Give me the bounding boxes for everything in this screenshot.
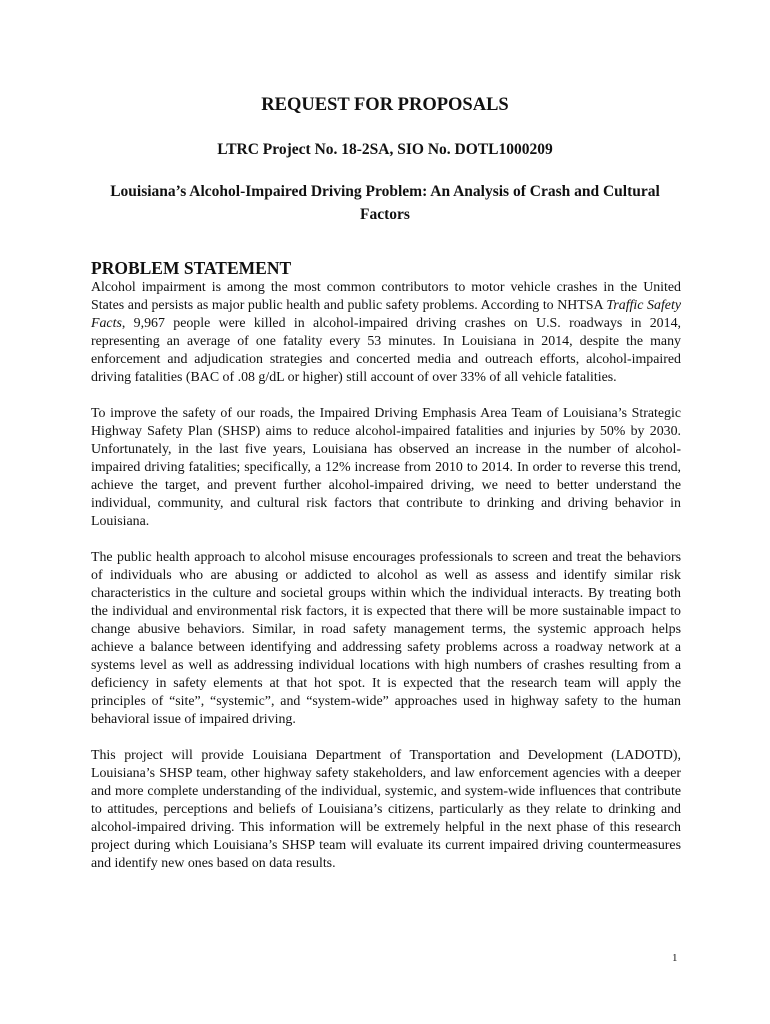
paragraph-1-lead: Alcohol impairment is among the most common contributors to motor vehicle crashes in the United States and persists as major public health and public safety problems. According to NHTSA [91, 280, 681, 313]
section-body [91, 279, 681, 891]
page-title: REQUEST FOR PROPOSALS [261, 95, 509, 115]
paragraph-4: This project will provide Louisiana Department of Transportation and Development (LADOTD), Louisiana’s SHSP team, other highway safety stakeholders, and law enforcement agencies with a deeper and more complete understanding of the individual, systemic, and system-wide influences that contribute to attitudes, perceptions and beliefs of Louisiana’s citizens, particularly as they relate to drinking and alcohol-impaired driving. This information will be extremely helpful in the next phase of this research project during which Louisiana’s SHSP team will evaluate its current impaired driving countermeasures and identify new ones based on data results. [91, 748, 681, 871]
paragraph-1-rest: , 9,967 people were killed in alcohol-impaired driving crashes on U.S. roadways in 2014, representing an average of one fatality every 53 minutes. In Louisiana in 2014, despite the many enforcement and adjudication strategies and concerted media and outreach efforts, alcohol-impaired driving fatalities (BAC of .08 g/dL or higher) still account of over 33% of all vehicle fatalities. [91, 316, 681, 385]
paragraph-3: The public health approach to alcohol misuse encourages professionals to screen and treat the behaviors of individuals who are abusing or addicted to alcohol as well as assess and identify similar risk characteristics in the culture and societal groups within which the individual interacts. By treating both the individual and environmental risk factors, it is expected that there will be more sustainable impact to change abusive behaviors. Similar, in road safety management terms, the systemic approach helps achieve a balance between identifying and addressing safety problems across a roadway network at a systems level as well as addressing individual locations with high numbers of crashes resulting from a deficiency in safety elements at that hot spot. It is expected that the research team will apply the principles of “site”, “systemic”, and “system-wide” approaches used in highway safety to the human behavioral issue of impaired driving. [91, 550, 681, 727]
publication-title: Traffic Safety Facts [91, 298, 681, 331]
document-title: Louisiana’s Alcohol-Impaired Driving Problem: An Analysis of Crash and Cultural Factors [110, 183, 660, 223]
page-number: 1 [672, 952, 678, 964]
paragraph-1 [91, 279, 681, 387]
project-number: LTRC Project No. 18-2SA, SIO No. DOTL1000209 [217, 141, 553, 158]
paragraph-2: To improve the safety of our roads, the Impaired Driving Emphasis Area Team of Louisiana’s Strategic Highway Safety Plan (SHSP) aims to reduce alcohol-impaired fatalities and injuries by 50% by 2030. Unfortunately, in the last five years, Louisiana has observed an increase in the number of alcohol-impaired driving fatalities; specifically, a 12% increase from 2010 to 2014. In order to reverse this trend, achieve the target, and prevent further alcohol-impaired driving, we need to better understand the individual, community, and cultural risk factors that contribute to drinking and driving behavior in Louisiana. [91, 406, 681, 529]
section-heading: PROBLEM STATEMENT [91, 258, 292, 278]
